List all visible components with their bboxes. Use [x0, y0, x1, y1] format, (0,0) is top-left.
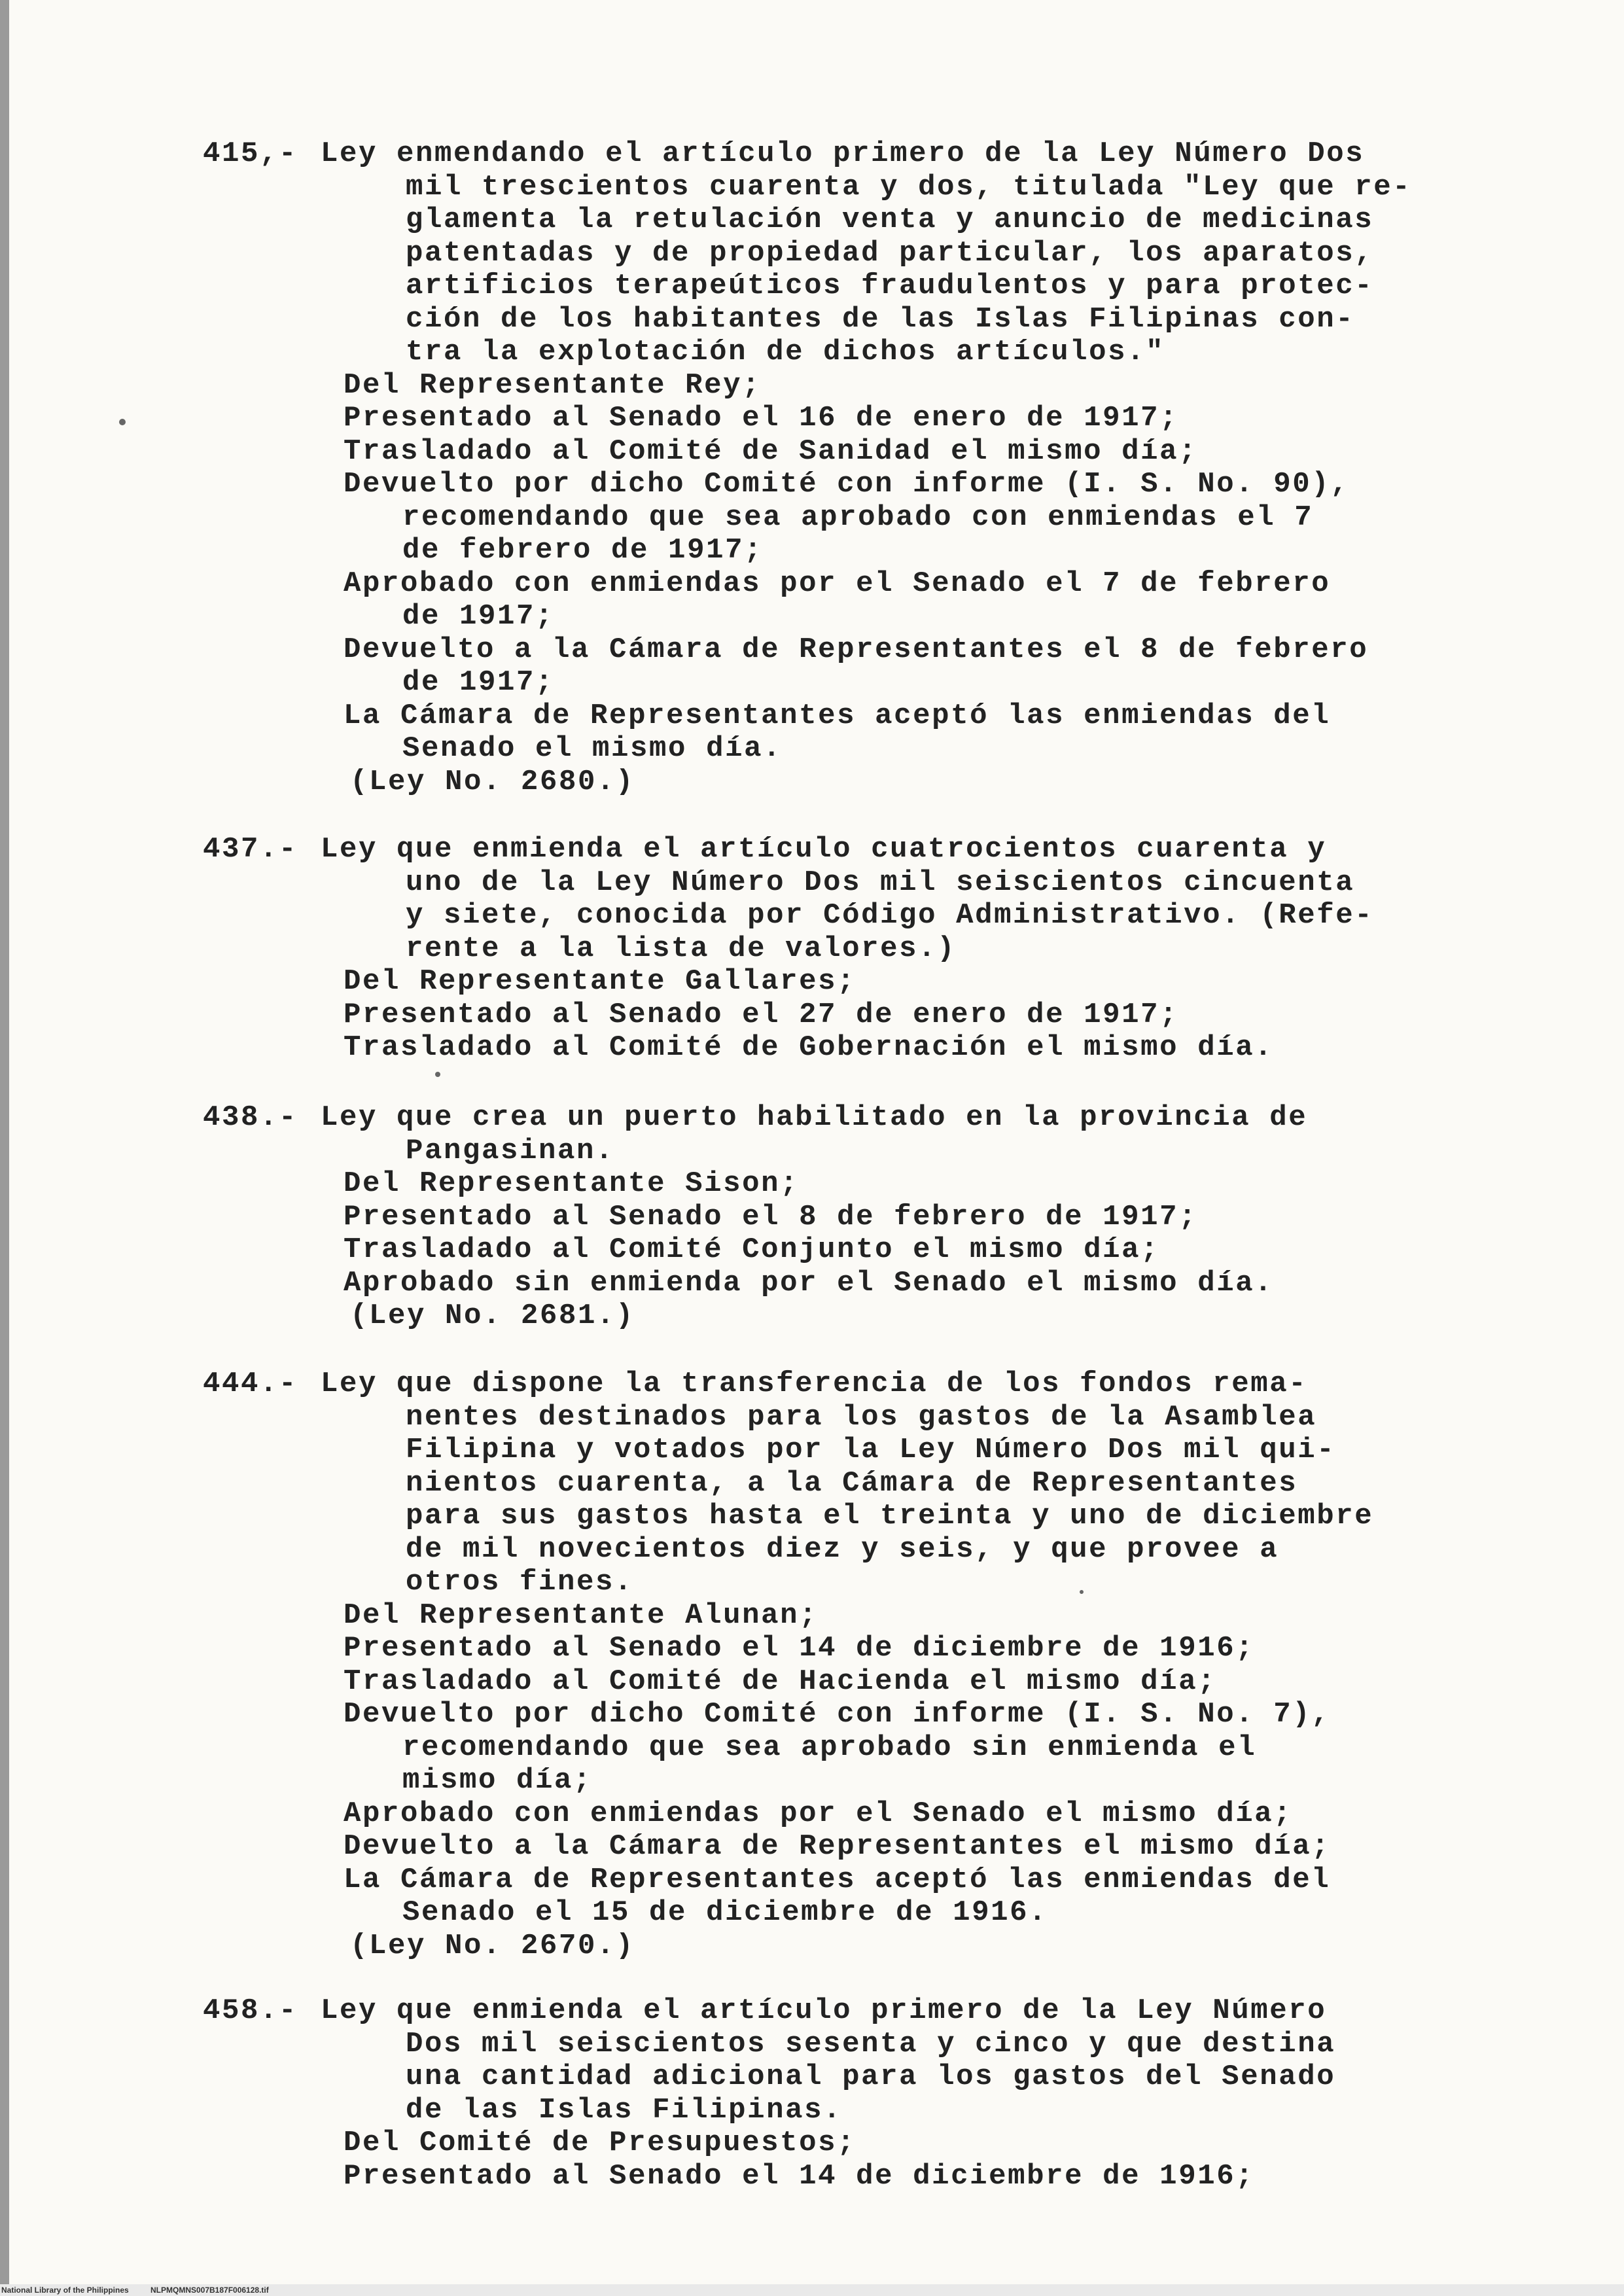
- bill-number: 444.-: [203, 1368, 298, 1400]
- entry-title-line: una cantidad adicional para los gastos del Senado: [406, 2060, 1336, 2093]
- entry-title-line: 458.- Ley que enmienda el artículo primero de la Ley Número: [203, 1994, 1327, 2027]
- bill-number: 415,-: [203, 137, 298, 170]
- entry-title-line: 444.- Ley que dispone la transferencia de los fondos rema-: [203, 1368, 1308, 1400]
- scan-speck: [119, 419, 126, 425]
- action-line: Trasladado al Comité de Sanidad el mismo día;: [344, 434, 1198, 468]
- entry-title-line: rente a la lista de valores.): [406, 932, 957, 965]
- action-line: Devuelto por dicho Comité con informe (I. S. No. 7),: [344, 1698, 1331, 1731]
- entry-title-line: 438.- Ley que crea un puerto habilitado en la provincia de: [203, 1101, 1308, 1134]
- action-line: Aprobado con enmiendas por el Senado el 7 de febrero: [344, 567, 1331, 600]
- action-line: Devuelto a la Cámara de Representantes el mismo día;: [344, 1830, 1331, 1863]
- file-identifier: NLPMQMNS007B187F006128.tif: [150, 2286, 269, 2295]
- action-line: Presentado al Senado el 16 de enero de 1917;: [344, 402, 1179, 434]
- action-line: Senado el 15 de diciembre de 1916.: [402, 1896, 1048, 1929]
- action-line: Senado el mismo día.: [402, 732, 783, 765]
- bill-entry-444: [203, 1368, 1466, 1962]
- action-line: recomendando que sea aprobado con enmiendas el 7: [402, 501, 1314, 534]
- entry-title-line: ción de los habitantes de las Islas Filipinas con-: [406, 302, 1355, 336]
- action-line: Aprobado con enmiendas por el Senado el mismo día;: [344, 1797, 1293, 1830]
- action-line: Trasladado al Comité de Hacienda el mismo día;: [344, 1665, 1217, 1698]
- action-line: Presentado al Senado el 27 de enero de 1917;: [344, 998, 1179, 1031]
- action-line: Trasladado al Comité Conjunto el mismo día;: [344, 1233, 1160, 1266]
- bill-number: 458.-: [203, 1994, 298, 2027]
- action-line: recomendando que sea aprobado sin enmienda el: [402, 1731, 1257, 1764]
- action-line: Aprobado sin enmienda por el Senado el mismo día.: [344, 1266, 1274, 1299]
- entry-title-line: nientos cuarenta, a la Cámara de Representantes: [406, 1466, 1298, 1500]
- action-line: Presentado al Senado el 14 de diciembre de 1916;: [344, 2159, 1255, 2193]
- bill-entry-437: [203, 833, 1466, 1065]
- action-line: La Cámara de Representantes aceptó las enmiendas del: [344, 699, 1331, 732]
- sponsor-line: Del Representante Alunan;: [344, 1598, 819, 1632]
- action-line: Devuelto a la Cámara de Representantes el 8 de febrero: [344, 633, 1369, 666]
- entry-title-line: y siete, conocida por Código Administrativo. (Refe-: [406, 899, 1374, 932]
- law-number: (Ley No. 2670.): [350, 1929, 635, 1962]
- action-line: Devuelto por dicho Comité con informe (I. S. No. 90),: [344, 468, 1350, 501]
- action-line: de 1917;: [402, 666, 555, 699]
- action-line: Presentado al Senado el 14 de diciembre de 1916;: [344, 1632, 1255, 1665]
- bill-number: 438.-: [203, 1101, 298, 1134]
- entry-title-line: Dos mil seiscientos sesenta y cinco y que destina: [406, 2027, 1336, 2060]
- entry-title-line: Pangasinan.: [406, 1134, 615, 1167]
- entry-title-line: para sus gastos hasta el treinta y uno de diciembre: [406, 1500, 1374, 1532]
- entry-title-line: Filipina y votados por la Ley Número Dos mil qui-: [406, 1434, 1336, 1466]
- bill-entry-458: [203, 1994, 1466, 2193]
- entry-title-line: otros fines.: [406, 1566, 634, 1598]
- entry-title-line: uno de la Ley Número Dos mil seiscientos cincuenta: [406, 866, 1355, 899]
- entry-title-line: tra la explotación de dichos artículos.": [406, 336, 1165, 368]
- action-line: Trasladado al Comité de Gobernación el mismo día.: [344, 1031, 1274, 1064]
- scan-speck: [435, 1072, 440, 1077]
- entry-title-line: patentadas y de propiedad particular, los aparatos,: [406, 236, 1374, 270]
- entry-title-line: de mil novecientos diez y seis, y que provee a: [406, 1532, 1279, 1566]
- sponsor-line: Del Comité de Presupuestos;: [344, 2127, 856, 2159]
- action-line: Presentado al Senado el 8 de febrero de 1917;: [344, 1200, 1198, 1233]
- entry-title-line: artificios terapeúticos fraudulentos y para protec-: [406, 270, 1374, 302]
- bill-number: 437.-: [203, 833, 298, 866]
- action-line: de febrero de 1917;: [402, 534, 764, 567]
- entry-title-line: glamenta la retulación venta y anuncio de medicinas: [406, 203, 1374, 236]
- sponsor-line: Del Representante Rey;: [344, 368, 762, 402]
- action-line: mismo día;: [402, 1764, 593, 1797]
- entry-title-line: 437.- Ley que enmienda el artículo cuatrocientos cuarenta y: [203, 833, 1327, 866]
- action-line: La Cámara de Representantes aceptó las enmiendas del: [344, 1863, 1331, 1896]
- entry-title-line: de las Islas Filipinas.: [406, 2093, 843, 2127]
- action-line: de 1917;: [402, 600, 555, 633]
- library-credit: National Library of the Philippines: [1, 2286, 129, 2295]
- entry-title-line: mil trescientos cuarenta y dos, titulada "Ley que re-: [406, 170, 1412, 203]
- entry-title-line: 415,- Ley enmendando el artículo primero de la Ley Número Dos: [203, 137, 1365, 170]
- scan-edge-left: [0, 0, 9, 2296]
- bill-entry-438: [203, 1101, 1466, 1333]
- scan-speck: [1080, 1590, 1084, 1594]
- sponsor-line: Del Representante Gallares;: [344, 965, 856, 998]
- entry-title-line: nentes destinados para los gastos de la Asamblea: [406, 1400, 1317, 1434]
- sponsor-line: Del Representante Sison;: [344, 1167, 800, 1200]
- bill-entry-415: [203, 137, 1466, 798]
- law-number: (Ley No. 2680.): [350, 765, 635, 798]
- law-number: (Ley No. 2681.): [350, 1299, 635, 1332]
